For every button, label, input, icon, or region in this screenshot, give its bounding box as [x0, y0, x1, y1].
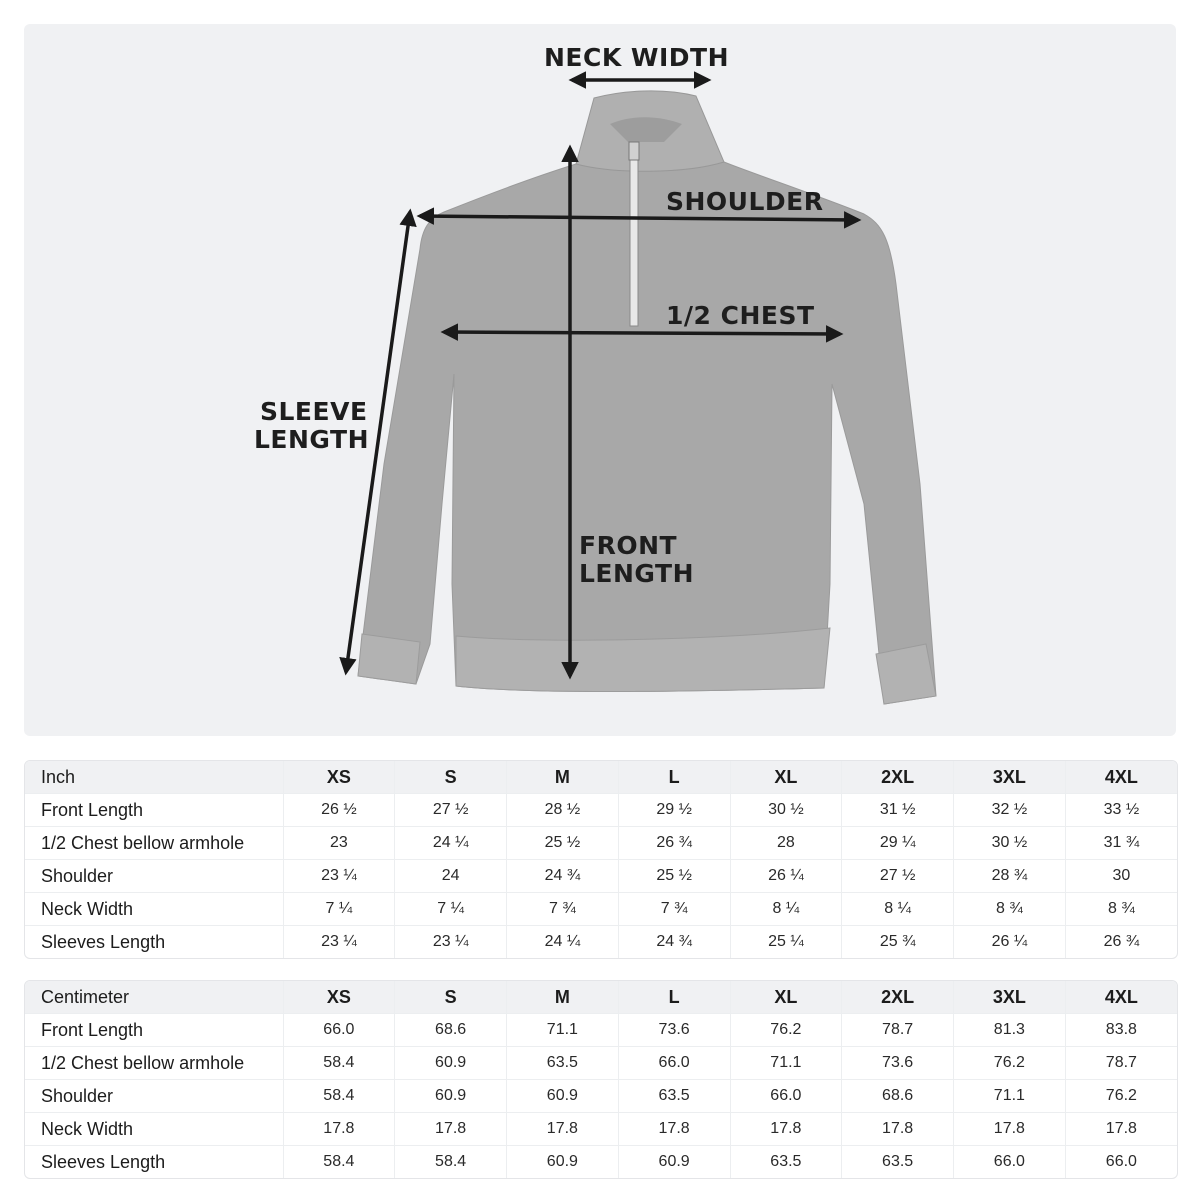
table-cell: 7 ¾	[507, 893, 619, 926]
table-cell: 63.5	[507, 1047, 619, 1080]
front-length-label-line2: LENGTH	[579, 559, 694, 588]
table-cell: 7 ¾	[618, 893, 730, 926]
table-cell: 78.7	[842, 1014, 954, 1047]
table-cell: 17.8	[1105, 1120, 1137, 1137]
table-cell: 68.6	[842, 1080, 954, 1113]
table-header-row	[25, 761, 1177, 794]
size-header: 4XL	[1104, 766, 1138, 787]
table-cell: 24 ¼	[395, 827, 507, 860]
table-cell: 23 ¼	[283, 860, 395, 893]
unit-label: Inch	[25, 761, 283, 794]
table-cell: 30	[1112, 867, 1131, 884]
table-cell: 25 ¾	[842, 926, 954, 959]
pullover-body	[358, 91, 936, 704]
table-cell: 26 ¼	[954, 926, 1066, 959]
pullover-diagram	[24, 24, 1176, 736]
table-row	[25, 1113, 1177, 1146]
table-cell: 24 ¾	[618, 926, 730, 959]
size-header: 3XL	[954, 761, 1066, 794]
table-cell: 73.6	[618, 1014, 730, 1047]
table-cell: 26 ¾	[618, 827, 730, 860]
size-header: XS	[283, 761, 395, 794]
unit-label: Centimeter	[25, 981, 283, 1014]
table-cell: 31 ¾	[1103, 834, 1140, 851]
table-cell: 63.5	[842, 1146, 954, 1179]
table-cell: 76.2	[730, 1014, 842, 1047]
size-header: XS	[283, 981, 395, 1014]
table-cell: 58.4	[283, 1080, 395, 1113]
table-row	[25, 827, 1177, 860]
table-cell: 66.0	[283, 1014, 395, 1047]
table-cell: 30 ½	[954, 827, 1066, 860]
table-row	[25, 860, 1177, 893]
size-header: S	[395, 761, 507, 794]
table-cell: 63.5	[618, 1080, 730, 1113]
table-cell: 24 ¾	[507, 860, 619, 893]
size-header: 2XL	[842, 981, 954, 1014]
table-cell: 81.3	[954, 1014, 1066, 1047]
garment-illustration	[24, 24, 1176, 736]
size-header: M	[507, 761, 619, 794]
table-cell: 32 ½	[954, 794, 1066, 827]
row-label: 1/2 Chest bellow armhole	[25, 827, 283, 860]
table-cell: 71.1	[954, 1080, 1066, 1113]
table-cell: 25 ½	[618, 860, 730, 893]
table-cell: 8 ¾	[1108, 900, 1135, 917]
table-cell: 23 ¼	[283, 926, 395, 959]
table-cell: 7 ¼	[283, 893, 395, 926]
size-header: 2XL	[842, 761, 954, 794]
table-cell: 8 ¼	[730, 893, 842, 926]
table-cell: 63.5	[730, 1146, 842, 1179]
table-cell: 30 ½	[730, 794, 842, 827]
size-header: L	[618, 761, 730, 794]
table-row	[25, 1014, 1177, 1047]
table-cell: 17.8	[618, 1113, 730, 1146]
table-cell: 24 ¼	[507, 926, 619, 959]
half-chest-arrow	[444, 332, 840, 334]
centimeter-size-table	[24, 980, 1178, 1179]
table-cell: 60.9	[395, 1080, 507, 1113]
front-length-label-line1: FRONT	[579, 531, 678, 560]
table-row	[25, 1047, 1177, 1080]
table-row	[25, 926, 1177, 959]
shoulder-label: SHOULDER	[666, 187, 824, 216]
table-cell: 78.7	[1105, 1054, 1137, 1071]
table-cell: 66.0	[1105, 1153, 1137, 1170]
table-cell: 33 ½	[1103, 801, 1140, 818]
table-cell: 28	[730, 827, 842, 860]
neck-width-label: NECK WIDTH	[544, 43, 730, 72]
table-cell: 83.8	[1105, 1021, 1137, 1038]
table-cell: 60.9	[507, 1146, 619, 1179]
table-cell: 58.4	[395, 1146, 507, 1179]
row-label: Sleeves Length	[25, 926, 283, 959]
size-header: XL	[730, 761, 842, 794]
half-chest-label: 1/2 CHEST	[666, 301, 815, 330]
table-cell: 23 ¼	[395, 926, 507, 959]
table-cell: 8 ¼	[842, 893, 954, 926]
table-cell: 68.6	[395, 1014, 507, 1047]
size-header: 3XL	[954, 981, 1066, 1014]
table-cell: 60.9	[507, 1080, 619, 1113]
table-cell: 29 ¼	[842, 827, 954, 860]
table-cell: 17.8	[507, 1113, 619, 1146]
table-cell: 71.1	[730, 1047, 842, 1080]
table-cell: 17.8	[730, 1113, 842, 1146]
table-cell: 28 ½	[507, 794, 619, 827]
table-cell: 76.2	[1105, 1087, 1137, 1104]
table-cell: 26 ¾	[1103, 933, 1140, 950]
table-row	[25, 794, 1177, 827]
inch-size-table	[24, 760, 1178, 959]
row-label: Neck Width	[25, 893, 283, 926]
table-cell: 23	[283, 827, 395, 860]
table-cell: 24	[395, 860, 507, 893]
table-cell: 66.0	[954, 1146, 1066, 1179]
row-label: Sleeves Length	[25, 1146, 283, 1179]
table-cell: 17.8	[395, 1113, 507, 1146]
table-row	[25, 893, 1177, 926]
sleeve-length-label-line1: SLEEVE	[260, 397, 368, 426]
table-cell: 26 ¼	[730, 860, 842, 893]
table-cell: 17.8	[283, 1113, 395, 1146]
size-header: L	[618, 981, 730, 1014]
table-cell: 31 ½	[842, 794, 954, 827]
table-cell: 17.8	[842, 1113, 954, 1146]
row-label: Front Length	[25, 1014, 283, 1047]
table-cell: 60.9	[395, 1047, 507, 1080]
row-label: Shoulder	[25, 860, 283, 893]
table-cell: 25 ¼	[730, 926, 842, 959]
table-cell: 17.8	[954, 1113, 1066, 1146]
size-header: M	[507, 981, 619, 1014]
table-cell: 7 ¼	[395, 893, 507, 926]
table-cell: 66.0	[730, 1080, 842, 1113]
size-header: S	[395, 981, 507, 1014]
table-cell: 8 ¾	[954, 893, 1066, 926]
table-row	[25, 1146, 1177, 1179]
sleeve-length-label-line2: LENGTH	[254, 425, 369, 454]
table-cell: 58.4	[283, 1146, 395, 1179]
table-cell: 71.1	[507, 1014, 619, 1047]
table-cell: 60.9	[618, 1146, 730, 1179]
table-cell: 73.6	[842, 1047, 954, 1080]
table-cell: 27 ½	[842, 860, 954, 893]
table-cell: 25 ½	[507, 827, 619, 860]
table-header-row	[25, 981, 1177, 1014]
table-cell: 28 ¾	[954, 860, 1066, 893]
table-cell: 27 ½	[395, 794, 507, 827]
table-row	[25, 1080, 1177, 1113]
table-cell: 66.0	[618, 1047, 730, 1080]
size-header: XL	[730, 981, 842, 1014]
row-label: Neck Width	[25, 1113, 283, 1146]
size-header: 4XL	[1104, 986, 1138, 1007]
table-cell: 29 ½	[618, 794, 730, 827]
table-cell: 26 ½	[283, 794, 395, 827]
table-cell: 76.2	[954, 1047, 1066, 1080]
row-label: Front Length	[25, 794, 283, 827]
row-label: Shoulder	[25, 1080, 283, 1113]
row-label: 1/2 Chest bellow armhole	[25, 1047, 283, 1080]
table-cell: 58.4	[283, 1047, 395, 1080]
